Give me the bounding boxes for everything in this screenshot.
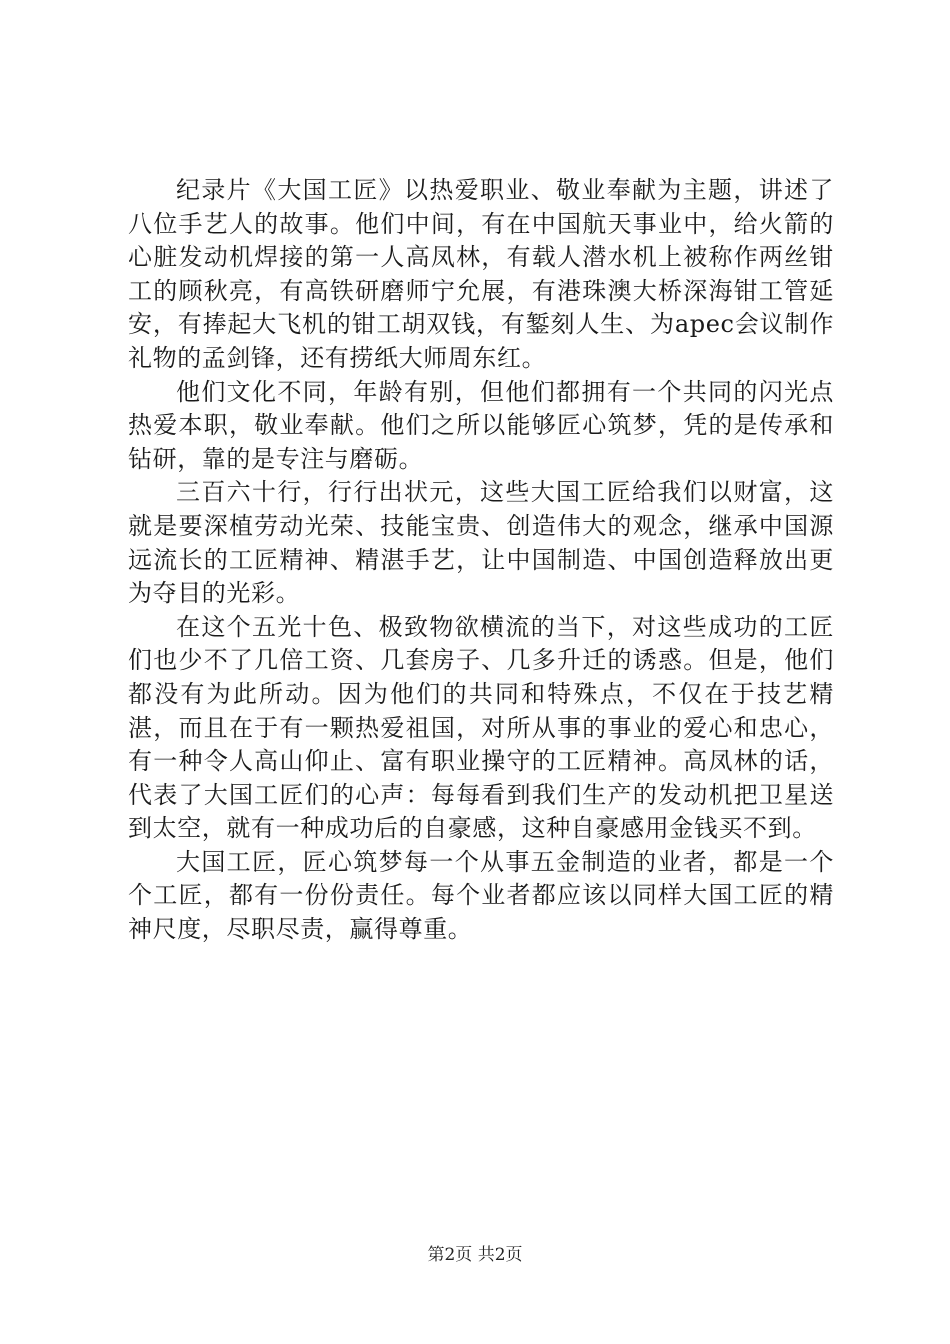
paragraph-2: 他们文化不同，年龄有别，但他们都拥有一个共同的闪光点热爱本职，敬业奉献。他们之所以能够匠心筑梦，凭的是传承和钻研，靠的是专注与磨砺。 xyxy=(128,377,834,473)
paragraph-5: 大国工匠，匠心筑梦每一个从事五金制造的业者，都是一个个工匠，都有一份份责任。每个业者都应该以同样大国工匠的精神尺度，尽职尽责，赢得尊重。 xyxy=(128,847,834,944)
paragraph-1: 纪录片《大国工匠》以热爱职业、敬业奉献为主题，讲述了八位手艺人的故事。他们中间，有在中国航天事业中，给火箭的心脏发动机焊接的第一人高凤林，有载人潜水机上被称作两丝钳工的顾秋亮，有高铁研磨师宁允展，有港珠澳大桥深海钳工管延安，有捧起大飞机的钳工胡双钱，有錾刻人生、为apec会议制作礼物的孟剑锋，还有捞纸大师周东红。 xyxy=(128,176,834,372)
paragraph-3: 三百六十行，行行出状元，这些大国工匠给我们以财富，这就是要深植劳动光荣、技能宝贵、创造伟大的观念，继承中国源远流长的工匠精神、精湛手艺，让中国制造、中国创造释放出更为夺目的光彩。 xyxy=(128,478,834,608)
document-body xyxy=(128,174,834,947)
page-number-indicator: 第2页 共2页 xyxy=(427,1245,523,1265)
page-footer xyxy=(0,1243,950,1267)
paragraph-4: 在这个五光十色、极致物欲横流的当下，对这些成功的工匠们也少不了几倍工资、几套房子、几多升迁的诱惑。但是，他们都没有为此所动。因为他们的共同和特殊点，不仅在于技艺精湛，而且在于有一颗热爱祖国，对所从事的事业的爱心和忠心，有一种令人高山仰止、富有职业操守的工匠精神。高凤林的话，代表了大国工匠们的心声：每每看到我们生产的发动机把卫星送到太空，就有一种成功后的自豪感，这种自豪感用金钱买不到。 xyxy=(128,612,834,843)
